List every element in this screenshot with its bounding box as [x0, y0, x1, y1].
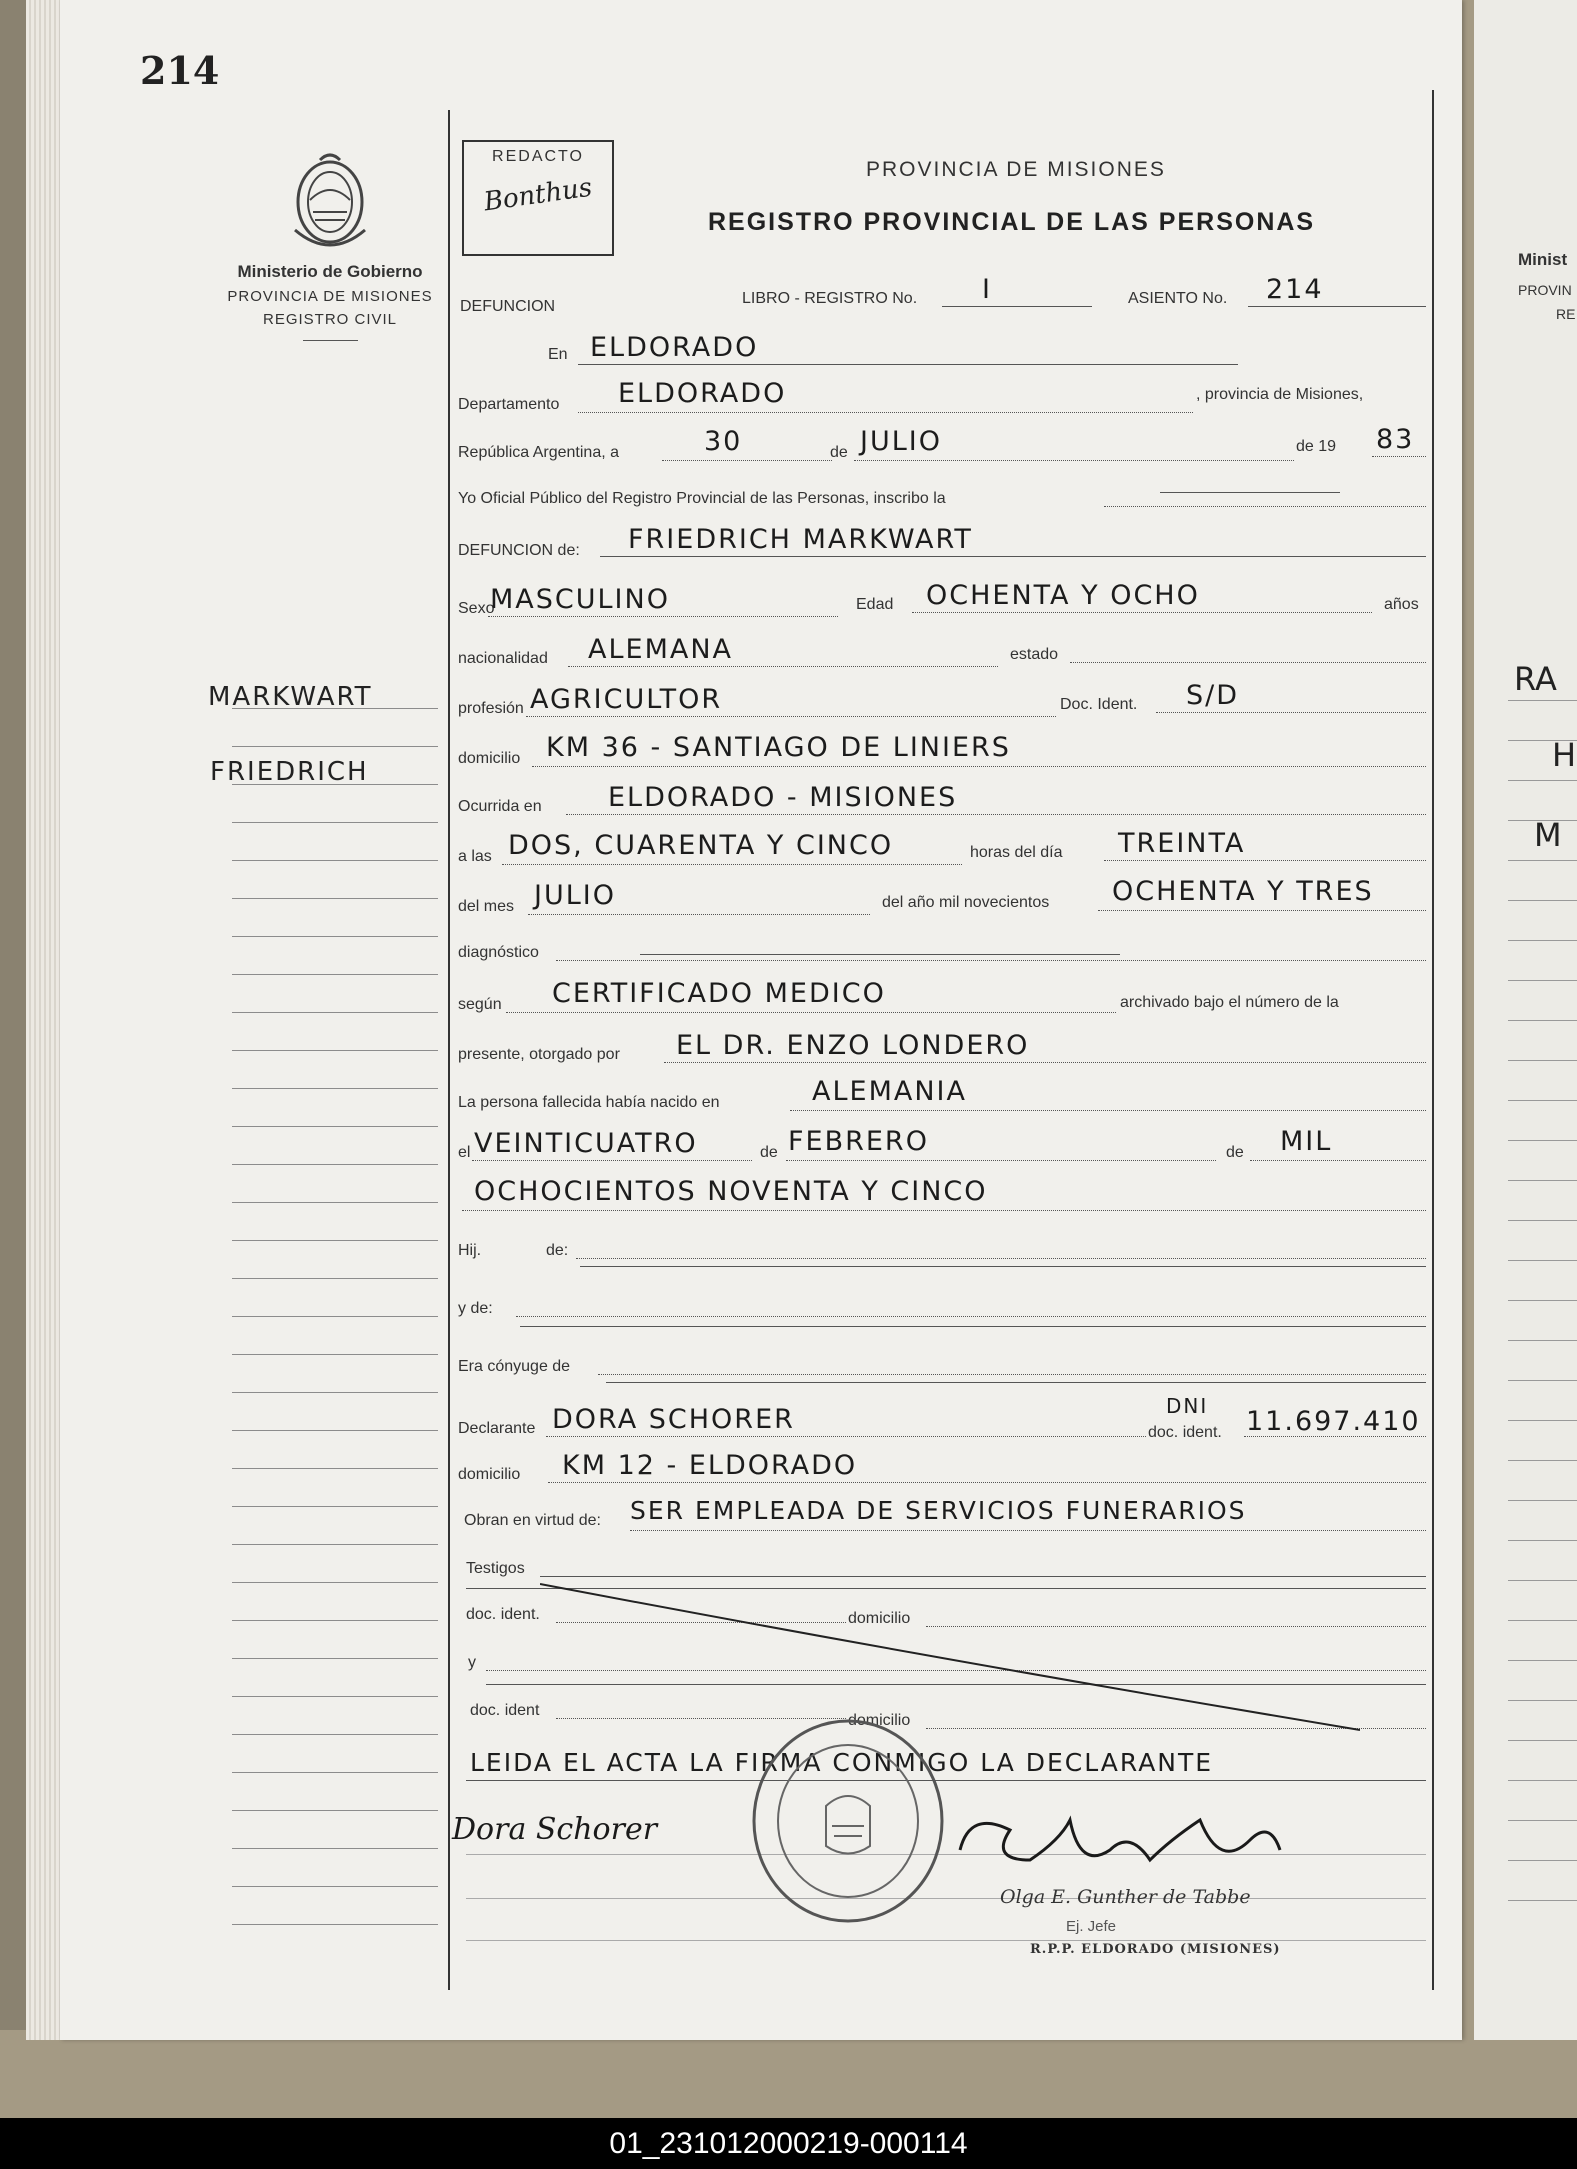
oficial-line [1104, 506, 1426, 507]
obran-label: Obran en virtud de: [464, 1512, 601, 1529]
edad-label: Edad [856, 596, 894, 613]
adjacent-rule [1508, 1660, 1577, 1661]
de3-label: de [1226, 1144, 1244, 1161]
dia-texto-line [1104, 860, 1426, 861]
diagnostico-label: diagnóstico [458, 944, 539, 961]
ocurrida-line [566, 814, 1426, 815]
presente-label: presente, otorgado por [458, 1046, 620, 1063]
official-role: Ej. Jefe [1066, 1918, 1117, 1935]
adjacent-rule [1508, 780, 1577, 781]
scan-footer [0, 2118, 1577, 2169]
nacido-line [790, 1110, 1426, 1111]
nacionalidad-label: nacionalidad [458, 650, 548, 667]
adjacent-header-1: Minist [1518, 250, 1568, 269]
el-value: VEINTICUATRO [474, 1128, 698, 1159]
margin-rule [232, 1240, 438, 1241]
doc-line [1156, 712, 1426, 713]
archivado-label: archivado bajo el número de la [1120, 994, 1339, 1011]
y-de-underline [520, 1326, 1426, 1327]
hij-underline [580, 1266, 1426, 1267]
libro-value: I [982, 274, 992, 305]
sexo-label: Sexo [458, 600, 495, 617]
declarante-label: Declarante [458, 1420, 536, 1437]
adjacent-rule [1508, 860, 1577, 861]
adjacent-rule [1508, 1260, 1577, 1261]
redacto-signature: Bonthus [482, 172, 594, 218]
conyuge-underline [606, 1382, 1426, 1383]
en-label: En [548, 346, 568, 363]
margin-rule [232, 1050, 438, 1051]
nacionalidad-line [568, 666, 998, 667]
adjacent-rule [1508, 1780, 1577, 1781]
official-office: R.P.P. ELDORADO (MISIONES) [1030, 1942, 1281, 1957]
estado-line [1070, 662, 1426, 663]
testigos-line [540, 1576, 1426, 1577]
deceased-name-value: FRIEDRICH MARKWART [628, 524, 973, 555]
margin-given-name: FRIEDRICH [210, 757, 369, 787]
adjacent-hand-2: H [1552, 736, 1577, 774]
adjacent-rule [1508, 1700, 1577, 1701]
de2-value: FEBRERO [788, 1126, 929, 1157]
declarante-doc-line [1244, 1436, 1426, 1437]
declarante-domicilio-line [548, 1482, 1426, 1483]
departamento-line [578, 412, 1193, 413]
void-strike-line [540, 1580, 1360, 1740]
adjacent-hand-3: M [1534, 816, 1562, 854]
margin-rule [232, 1392, 438, 1393]
declarante-value: DORA SCHORER [552, 1404, 795, 1435]
hij-label: Hij. [458, 1242, 482, 1259]
adjacent-rule [1508, 1060, 1577, 1061]
asiento-line [1248, 306, 1426, 307]
de3-value: MIL [1280, 1126, 1333, 1157]
adjacent-header-3: RE [1556, 306, 1576, 322]
segun-value: CERTIFICADO MEDICO [552, 978, 886, 1009]
el-line [472, 1160, 752, 1161]
official-seal-icon [748, 1716, 948, 1926]
margin-rule [232, 1810, 438, 1811]
adjacent-rule [1508, 1580, 1577, 1581]
header-registry: REGISTRO PROVINCIAL DE LAS PERSONAS [708, 208, 1316, 236]
adjacent-rule [1508, 1740, 1577, 1741]
sexo-value: MASCULINO [490, 584, 670, 615]
adjacent-rule [1508, 1500, 1577, 1501]
profesion-value: AGRICULTOR [530, 684, 723, 715]
margin-rule [232, 1848, 438, 1849]
margin-rule [232, 1468, 438, 1469]
asiento-value: 214 [1266, 274, 1324, 305]
margin-divider [448, 110, 450, 1990]
declarante-signature: Dora Schorer [452, 1812, 658, 1847]
sexo-line [488, 616, 838, 617]
testigo1-domicilio-label: domicilio [848, 1610, 911, 1627]
provincia-suffix: , provincia de Misiones, [1196, 386, 1364, 403]
declarante-doc-label: doc. ident. [1148, 1424, 1222, 1441]
official-name: Olga E. Gunther de Tabbe [1000, 1886, 1251, 1908]
year-line [1372, 456, 1426, 457]
adjacent-rule [1508, 740, 1577, 741]
domicilio-value: KM 36 - SANTIAGO DE LINIERS [546, 732, 1011, 763]
de2-line [786, 1160, 1216, 1161]
margin-rule [232, 1430, 438, 1431]
oficial-underline [1160, 492, 1340, 493]
diagnostico-line [556, 960, 1426, 961]
presente-line [664, 1062, 1426, 1063]
margin-rule [232, 1924, 438, 1925]
edad-line [912, 612, 1372, 613]
adjacent-rule [1508, 820, 1577, 821]
margin-rule [232, 974, 438, 975]
redacto-stamp [462, 140, 614, 256]
del-mes-label: del mes [458, 898, 515, 915]
margin-rule [232, 1886, 438, 1887]
act-type-label: DEFUNCION [460, 298, 556, 315]
month-line [854, 460, 1294, 461]
scan-id: 01_231012000219-000114 [609, 2127, 968, 2160]
margin-rule [232, 1658, 438, 1659]
right-border [1432, 90, 1434, 1990]
y-label: y [468, 1654, 476, 1671]
declarante-domicilio-label: domicilio [458, 1466, 521, 1483]
declarante-doc-value: 11.697.410 [1246, 1406, 1421, 1437]
margin-rule [232, 746, 438, 747]
day-line [662, 460, 832, 461]
adjacent-rule [1508, 980, 1577, 981]
margin-rule [232, 1544, 438, 1545]
adjacent-hand-1: RA [1514, 660, 1557, 698]
asiento-label: ASIENTO No. [1128, 290, 1228, 307]
obran-line [630, 1530, 1426, 1531]
margin-rule [232, 1012, 438, 1013]
adjacent-rule [1508, 940, 1577, 941]
signature-line-3 [466, 1940, 1426, 1941]
adjacent-rule [1508, 1860, 1577, 1861]
doc-value: S/D [1186, 680, 1240, 711]
defuncion-de-label: DEFUNCION de: [458, 542, 580, 559]
redacto-label: REDACTO [492, 148, 584, 165]
adjacent-rule [1508, 1140, 1577, 1141]
profesion-line [526, 716, 1056, 717]
adjacent-rule [1508, 1100, 1577, 1101]
adjacent-rule [1508, 1820, 1577, 1821]
nacido-value: ALEMANIA [812, 1076, 967, 1107]
profesion-label: profesión [458, 700, 524, 717]
adjacent-rule [1508, 1020, 1577, 1021]
adjacent-rule [1508, 900, 1577, 901]
ministry-province: PROVINCIA DE MISIONES [227, 288, 433, 305]
margin-rule [232, 708, 438, 709]
adjacent-rule [1508, 1220, 1577, 1221]
doc-label: Doc. Ident. [1060, 696, 1138, 713]
margin-rule [232, 1202, 438, 1203]
segun-line [506, 1012, 1116, 1013]
y-de-label: y de: [458, 1300, 493, 1317]
nacionalidad-value: ALEMANA [588, 634, 734, 665]
adjacent-rule [1508, 700, 1577, 701]
ministry-rule [303, 340, 358, 341]
hij-de-label: de: [546, 1242, 569, 1259]
margin-surname: MARKWART [208, 682, 373, 712]
ministry-title: Ministerio de Gobierno [237, 262, 423, 281]
ministry-office: REGISTRO CIVIL [262, 311, 398, 328]
estado-label: estado [1010, 646, 1059, 663]
conyuge-line [598, 1374, 1426, 1375]
testigos-label: Testigos [466, 1560, 525, 1577]
margin-rule [232, 1620, 438, 1621]
adjacent-rule [1508, 1420, 1577, 1421]
margin-rule [232, 1164, 438, 1165]
oficial-text: Yo Oficial Público del Registro Provincial de las Personas, inscribo la [458, 490, 946, 507]
margin-rule [232, 1582, 438, 1583]
anio-label: del año mil novecientos [882, 894, 1050, 911]
libro-label: LIBRO - REGISTRO No. [742, 290, 918, 307]
de2-label: de [760, 1144, 778, 1161]
adjacent-rule [1508, 1340, 1577, 1341]
ocurrida-value: ELDORADO - MISIONES [608, 782, 958, 813]
declarante-doc-prefix: DNI [1166, 1394, 1209, 1418]
edad-value: OCHENTA Y OCHO [926, 580, 1200, 611]
year-prefix-label: de 19 [1296, 438, 1337, 455]
margin-rule [232, 898, 438, 899]
del-mes-line [528, 914, 870, 915]
adjacent-rule [1508, 1460, 1577, 1461]
margin-rule [232, 784, 438, 785]
adjacent-rule [1508, 1900, 1577, 1901]
margin-rule [232, 1278, 438, 1279]
deceased-name-line [600, 556, 1426, 557]
official-signature-icon [950, 1800, 1290, 1890]
anio-texto-line [1098, 910, 1426, 911]
margin-rule [232, 1126, 438, 1127]
adjacent-rule [1508, 1540, 1577, 1541]
margin-rule [232, 1696, 438, 1697]
en-line [578, 364, 1238, 365]
margin-rule [232, 1772, 438, 1773]
page-number: 214 [140, 48, 220, 93]
margin-rule [232, 860, 438, 861]
margin-rule [232, 1088, 438, 1089]
header-province: PROVINCIA DE MISIONES [866, 158, 1166, 181]
el-label: el [458, 1144, 471, 1161]
margin-rule [232, 936, 438, 937]
year-value: 83 [1376, 424, 1415, 455]
testigo1-doc-label: doc. ident. [466, 1606, 540, 1623]
republica-label: República Argentina, a [458, 444, 619, 461]
margin-rule [232, 822, 438, 823]
domicilio-line [532, 766, 1426, 767]
del-mes-value: JULIO [534, 880, 616, 911]
adjacent-rule [1508, 1620, 1577, 1621]
dia-texto-value: TREINTA [1118, 828, 1246, 859]
de3-line [1250, 1160, 1426, 1161]
adjacent-rule [1508, 1180, 1577, 1181]
a-las-label: a las [458, 848, 492, 865]
anio-texto-value: OCHENTA Y TRES [1112, 876, 1374, 907]
hij-line [576, 1258, 1426, 1259]
ocurrida-label: Ocurrida en [458, 798, 542, 815]
closing-statement: LEIDA EL ACTA LA FIRMA CONMIGO LA DECLARANTE [470, 1748, 1214, 1777]
testigo2-doc-label: doc. ident [470, 1702, 540, 1719]
en-value: ELDORADO [590, 332, 759, 363]
a-las-value: DOS, CUARENTA Y CINCO [508, 830, 894, 861]
day-value: 30 [704, 426, 743, 457]
adjacent-header-2: PROVIN [1518, 282, 1572, 298]
margin-rule [232, 1734, 438, 1735]
horas-label: horas del día [970, 844, 1063, 861]
declarante-line [546, 1436, 1146, 1437]
margin-rule [232, 1506, 438, 1507]
presente-value: EL DR. ENZO LONDERO [676, 1030, 1030, 1061]
birth-year-value: OCHOCIENTOS NOVENTA Y CINCO [474, 1176, 988, 1207]
adjacent-page [1474, 0, 1577, 2040]
domicilio-label: domicilio [458, 750, 521, 767]
anios-label: años [1384, 596, 1419, 613]
adjacent-rule [1508, 1300, 1577, 1301]
testigo2-domicilio-label: domicilio [848, 1712, 911, 1729]
month-de-label: de [830, 444, 848, 461]
coat-of-arms-icon [285, 150, 375, 260]
adjacent-rule [1508, 1380, 1577, 1381]
month-value: JULIO [860, 426, 942, 457]
obran-value: SER EMPLEADA DE SERVICIOS FUNERARIOS [630, 1496, 1247, 1525]
declarante-domicilio-value: KM 12 - ELDORADO [562, 1450, 858, 1481]
libro-line [942, 306, 1092, 307]
y-de-line [516, 1316, 1426, 1317]
departamento-value: ELDORADO [618, 378, 787, 409]
departamento-label: Departamento [458, 396, 560, 413]
margin-rule [232, 1316, 438, 1317]
conyuge-label: Era cónyuge de [458, 1358, 571, 1375]
birth-year-line [462, 1210, 1426, 1211]
ministry-block [200, 262, 460, 341]
segun-label: según [458, 996, 502, 1013]
margin-rule [232, 1354, 438, 1355]
diagnostico-underline [640, 954, 1120, 955]
a-las-line [502, 864, 962, 865]
nacido-label: La persona fallecida había nacido en [458, 1094, 720, 1111]
